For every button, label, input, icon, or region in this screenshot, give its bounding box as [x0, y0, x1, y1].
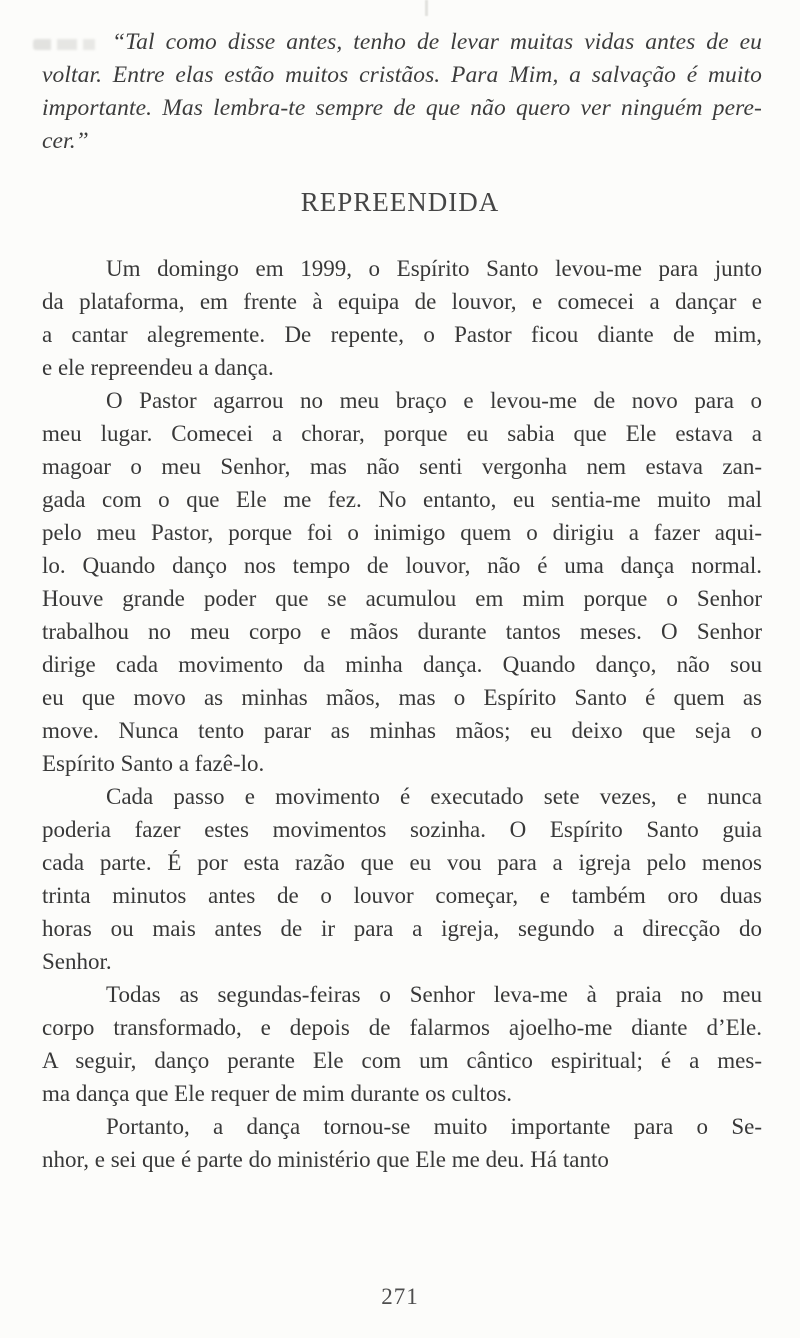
paragraph-3 — [42, 780, 762, 978]
body-line: poderia fazer estes movimentos sozinha. O Espírito Santo guia — [42, 817, 762, 842]
body-line: da plataforma, em frente à equipa de louvor, e comecei a dançar e — [42, 289, 762, 314]
body-line: Portanto, a dança tornou-se muito importante para o Se- — [106, 1114, 762, 1139]
page-number: 271 — [381, 1284, 419, 1309]
quote-line: “Tal como disse antes, tenho de levar muitas vidas antes de eu — [112, 29, 762, 55]
quote-line: cer.” — [42, 128, 89, 154]
body-line: lo. Quando danço nos tempo de louvor, não é uma dança normal. — [42, 553, 762, 578]
body-line: cada parte. É por esta razão que eu vou para a igreja pelo menos — [42, 850, 762, 875]
body-line: O Pastor agarrou no meu braço e levou-me de novo para o — [106, 388, 762, 413]
paragraph-5 — [42, 1110, 762, 1176]
scan-smudge — [33, 39, 101, 50]
body-line: meu lugar. Comecei a chorar, porque eu sabia que Ele estava a — [42, 421, 762, 446]
body-line: Todas as segundas-feiras o Senhor leva-me à praia no meu — [106, 982, 762, 1007]
quote-line: voltar. Entre elas estão muitos cristãos. Para Mim, a salvação é muito — [42, 62, 762, 88]
paragraph-4 — [42, 978, 762, 1110]
paragraph-2 — [42, 384, 762, 780]
body-line: move. Nunca tento parar as minhas mãos; eu deixo que seja o — [42, 718, 762, 743]
body-line: pelo meu Pastor, porque foi o inimigo quem o dirigiu a fazer aqui- — [42, 520, 762, 545]
body-line: gada com o que Ele me fez. No entanto, eu sentia-me muito mal — [42, 487, 762, 512]
body-text — [42, 252, 762, 1176]
body-line: magoar o meu Senhor, mas não senti vergonha nem estava zan- — [42, 454, 762, 479]
body-line: Houve grande poder que se acumulou em mim porque o Senhor — [42, 586, 762, 611]
body-line: a cantar alegremente. De repente, o Pastor ficou diante de mim, — [42, 322, 762, 347]
body-line: Espírito Santo a fazê-lo. — [42, 751, 265, 776]
body-line: Senhor. — [42, 949, 112, 974]
body-line: A seguir, danço perante Ele com um cântico espiritual; é a mes- — [42, 1048, 762, 1073]
body-line: e ele repreendeu a dança. — [42, 355, 274, 380]
body-line: nhor, e sei que é parte do ministério que Ele me deu. Há tanto — [42, 1147, 609, 1172]
body-line: eu que movo as minhas mãos, mas o Espírito Santo é quem as — [42, 685, 762, 710]
body-line: Um domingo em 1999, o Espírito Santo levou-me para junto — [106, 256, 762, 281]
body-line: Cada passo e movimento é executado sete vezes, e nunca — [106, 784, 762, 809]
body-line: ma dança que Ele requer de mim durante os cultos. — [42, 1081, 513, 1106]
scan-artifact-line — [425, 0, 428, 16]
body-line: corpo transformado, e depois de falarmos ajoelho-me diante d’Ele. — [42, 1015, 762, 1040]
chapter-heading: REPREENDIDA — [300, 187, 500, 217]
body-line: trinta minutos antes de o louvor começar, e também oro duas — [42, 883, 762, 908]
body-line: trabalhou no meu corpo e mãos durante tantos meses. O Senhor — [42, 619, 762, 644]
paragraph-1 — [42, 252, 762, 384]
quote-line: importante. Mas lembra-te sempre de que não quero ver ninguém pere- — [42, 95, 762, 121]
body-line: dirige cada movimento da minha dança. Quando danço, não sou — [42, 652, 762, 677]
opening-quote — [42, 26, 762, 158]
body-line: horas ou mais antes de ir para a igreja, segundo a direcção do — [42, 916, 762, 941]
